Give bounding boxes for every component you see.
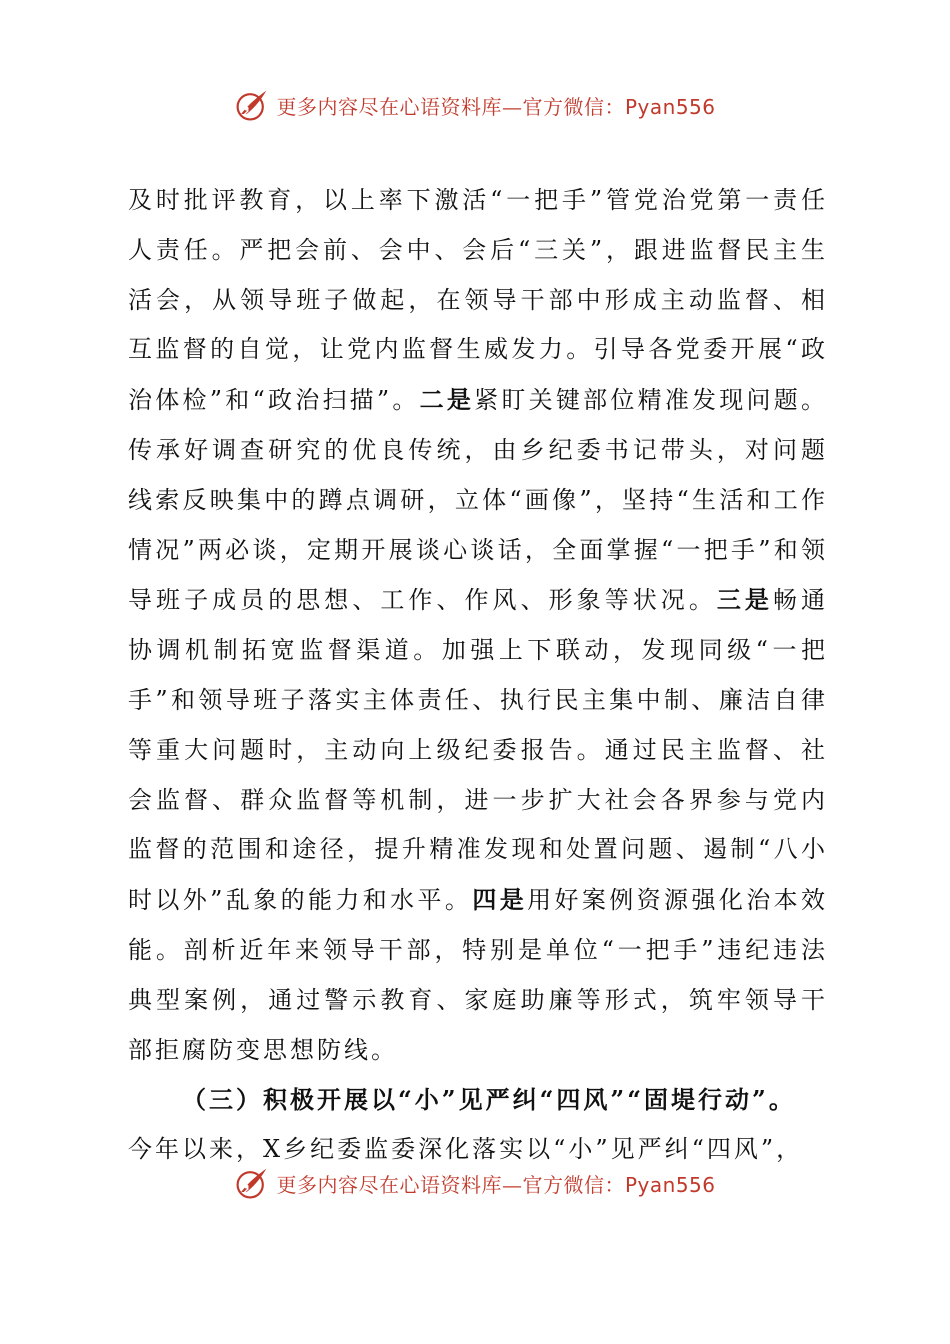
paragraph-run: 紧盯关键部位精准发现问题。传承好调查研究的优良传统，由乡纪委书记带头，对问题线索反映集中的蹲点调研，立体“画像”，坚持“生活和工作情况”两必谈，定期开展谈心谈话，全面掌握“一把手”和领导班子成员的思想、工作、作风、形象等状况。 bbox=[128, 386, 829, 615]
watermark-footer bbox=[0, 1158, 950, 1208]
paragraph-section-3-start: 今年以来，X乡纪委监委深化落实以“小”见严纠“四风”， bbox=[128, 1135, 804, 1164]
paragraph-run: 及时批评教育，以上率下激活“一把手”管党治党第一责任人责任。严把会前、会中、会后“三关”，跟进监督民主生活会，从领导班子做起，在领导干部中形成主动监督、相互监督的自觉，让党内监督生威发力。引导各党委开展“政治体检”和“政治扫描”。 bbox=[128, 186, 828, 415]
bold-marker: 四是 bbox=[472, 885, 528, 915]
paragraph-run: 用好案例资源强化治本效能。剖析近年来领导干部，特别是单位“一把手”违纪违法典型案例，通过警示教育、家庭助廉等形式，筑牢领导干部拒腐防变思想防线。 bbox=[128, 886, 828, 1064]
bold-marker: 三是 bbox=[716, 585, 773, 615]
paragraph-run: 畅通协调机制拓宽监督渠道。加强上下联动，发现同级“一把手”和领导班子落实主体责任、执行民主集中制、廉洁自律等重大问题时，主动向上级纪委报告。通过民主监督、社会监督、群众监督等机制，进一步扩大社会各界参与党内监督的范围和途径，提升精准发现和处置问题、遏制“八小时以外”乱象的能力和水平。 bbox=[128, 586, 829, 915]
section-heading-3: （三）积极开展以“小”见严纠“四风”“固堤行动”。 bbox=[182, 1085, 796, 1115]
watermark-text: 更多内容尽在心语资料库—官方微信：Pyan556 bbox=[276, 1172, 716, 1197]
watermark-header bbox=[0, 80, 950, 130]
watermark-text: 更多内容尽在心语资料库—官方微信：Pyan556 bbox=[276, 94, 716, 119]
quill-logo-icon bbox=[234, 87, 270, 123]
document-body bbox=[128, 176, 828, 1175]
bold-marker: 二是 bbox=[419, 385, 475, 415]
paragraph-supervision bbox=[128, 176, 828, 1075]
quill-logo-icon bbox=[234, 1165, 270, 1201]
